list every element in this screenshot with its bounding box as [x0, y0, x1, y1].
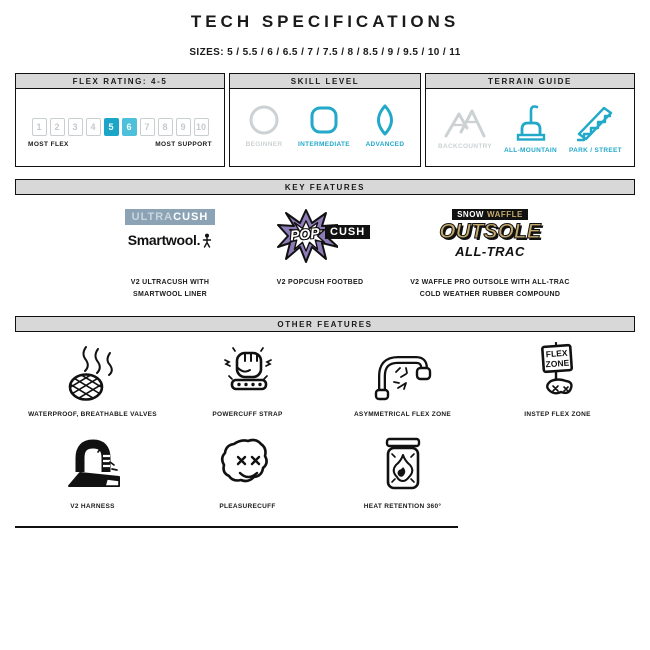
page-title: TECH SPECIFICATIONS: [190, 12, 460, 31]
heat-retention-label: HEAT RETENTION 360°: [363, 503, 442, 510]
skill-beginner: [246, 103, 283, 148]
smartwool-logo: [128, 232, 212, 248]
feature-heat-retention: [325, 434, 480, 510]
other-features-bar: OTHER FEATURES: [15, 316, 635, 332]
flex-scale-cell-active: 6: [122, 118, 137, 136]
bottom-divider: [15, 526, 458, 528]
key-features-zone: [0, 195, 650, 304]
powercuff-strap-label: POWERCUFF STRAP: [212, 411, 283, 418]
feature-powercuff-strap: [170, 342, 325, 418]
terrain-backcountry-label: BACKCOUNTRY: [438, 143, 493, 150]
smartwool-man-icon: [202, 233, 212, 248]
skill-beginner-label: BEGINNER: [245, 141, 283, 148]
skill-intermediate-label: INTERMEDIATE: [298, 141, 350, 148]
terrain-park-street: [569, 103, 622, 154]
feature-v2-harness: [15, 434, 170, 510]
flex-scale-cell: 1: [32, 118, 47, 136]
feature-outsole: [395, 195, 585, 301]
flex-scale-cell: 2: [50, 118, 65, 136]
flex-scale-cell: 3: [68, 118, 83, 136]
sizes-values: 5 / 5.5 / 6 / 6.5 / 7 / 7.5 / 8 / 8.5 / 9 / 9.5 / 10 / 11: [227, 47, 461, 58]
instep-flex-label: INSTEP FLEX ZONE: [524, 411, 591, 418]
flex-zone-sign-line1: FLEX: [544, 347, 568, 360]
popcush-caption: V2 POPCUSH FOOTBED: [276, 279, 364, 286]
flex-scale-cell: 4: [86, 118, 101, 136]
sizes-line: [0, 47, 650, 58]
mountains-icon: [442, 103, 488, 139]
popcush-logo: [270, 209, 370, 271]
flex-scale-labels: [16, 136, 224, 148]
flex-rating-header: FLEX RATING: 4-5: [16, 74, 224, 89]
terrain-park-street-label: PARK / STREET: [569, 147, 622, 154]
ultracush-cush-text: CUSH: [173, 211, 209, 223]
most-flex-label: MOST FLEX: [28, 141, 69, 148]
magnet-harness-icon: [62, 434, 124, 494]
waffle-text: WAFFLE: [486, 210, 523, 219]
skill-intermediate: [298, 103, 350, 148]
terrain-options: [426, 89, 634, 154]
empty-cell: [480, 434, 635, 510]
key-features-bar: KEY FEATURES: [15, 179, 635, 195]
smiley-icon: [219, 434, 277, 494]
flex-scale-cell: 7: [140, 118, 155, 136]
popcush-pop-text: POP: [289, 224, 321, 244]
flex-scale-cell-active: 5: [104, 118, 119, 136]
waterproof-valves-label: WATERPROOF, BREATHABLE VALVES: [28, 411, 157, 418]
flex-zone-sign-icon: [533, 342, 583, 402]
smartwool-text: Smartwool.: [127, 232, 201, 248]
flex-scale-cell: 8: [158, 118, 173, 136]
flex-arm-icon: [372, 342, 434, 402]
rounded-square-icon: [307, 103, 341, 137]
snow-text: SNOW: [457, 210, 484, 219]
most-support-label: MOST SUPPORT: [155, 141, 212, 148]
terrain-all-mountain-label: ALL-MOUNTAIN: [504, 147, 557, 154]
feature-instep-flex: [480, 342, 635, 418]
feature-popcush: [235, 195, 405, 289]
outsole-logo: [439, 209, 541, 271]
other-features-row-2: [15, 434, 635, 510]
terrain-all-mountain: [504, 103, 557, 154]
circle-icon: [247, 103, 281, 137]
flex-zone-sign-line2: ZONE: [544, 357, 570, 370]
sizes-label: SIZES:: [189, 47, 224, 58]
lift-icon: [511, 103, 551, 143]
mesh-steam-icon: [65, 342, 121, 402]
outsole-text: OUTSOLE: [439, 220, 541, 243]
stairs-rail-icon: [572, 103, 618, 143]
asymmetrical-flex-label: ASYMMETRICAL FLEX ZONE: [353, 411, 452, 418]
ultracush-logo: [125, 209, 216, 225]
feature-pleasurecuff: [170, 434, 325, 510]
flex-rating-box: [15, 73, 225, 167]
flex-scale: [16, 118, 224, 136]
terrain-backcountry: [438, 103, 492, 150]
diamond-icon: [368, 103, 402, 137]
v2-harness-label: V2 HARNESS: [70, 503, 115, 510]
skill-level-box: [229, 73, 421, 167]
ultracush-caption: V2 ULTRACUSH WITH SMARTWOOL LINER: [130, 279, 210, 298]
skill-advanced-label: ADVANCED: [365, 141, 405, 148]
feature-asymmetrical-flex: [325, 342, 480, 418]
ultracush-ultra-text: ULTRA: [131, 211, 174, 223]
pleasurecuff-label: PLEASURECUFF: [219, 503, 276, 510]
popcush-cush-text: CUSH: [325, 225, 370, 239]
fist-strap-icon: [219, 342, 277, 402]
jar-flame-icon: [378, 434, 428, 494]
flex-scale-cell: 9: [176, 118, 191, 136]
alltrac-text: ALL-TRAC: [455, 244, 525, 259]
outsole-caption: V2 WAFFLE PRO OUTSOLE WITH ALL-TRAC COLD WEATHER RUBBER COMPOUND: [410, 279, 570, 298]
snow-waffle-bar: [452, 209, 528, 220]
terrain-guide-header: TERRAIN GUIDE: [426, 74, 634, 89]
ultracush-smartwool-logo: [125, 209, 216, 271]
terrain-guide-box: [425, 73, 635, 167]
skill-advanced: [366, 103, 405, 148]
other-features-row-1: [15, 342, 635, 418]
flex-scale-cell: 10: [194, 118, 209, 136]
skill-level-options: [230, 89, 420, 148]
feature-waterproof-valves: [15, 342, 170, 418]
skill-level-header: SKILL LEVEL: [230, 74, 420, 89]
spec-boxes-row: [15, 73, 635, 167]
